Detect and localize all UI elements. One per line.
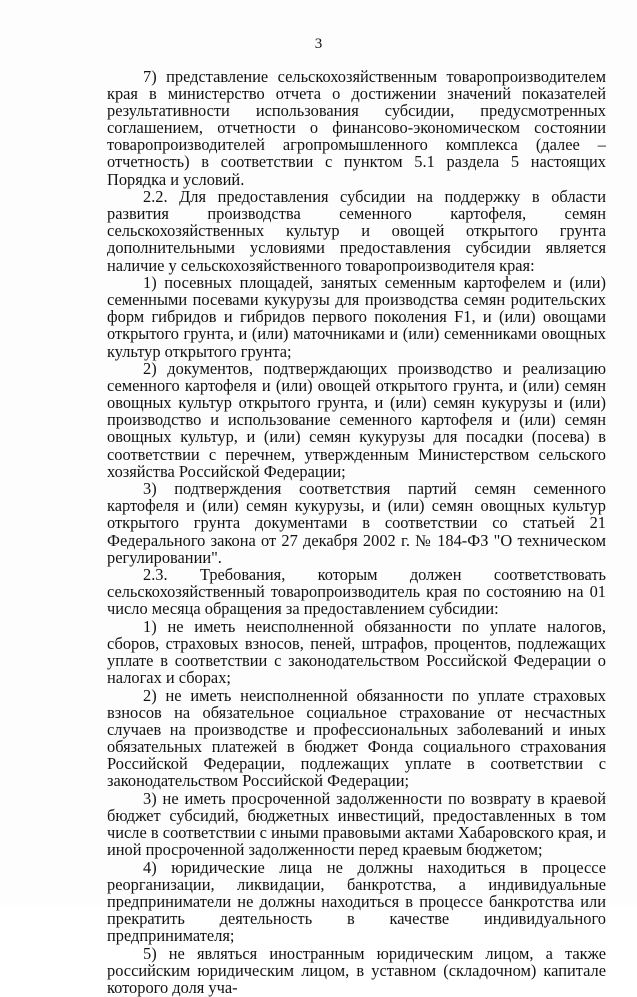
page-number: 3 [314, 36, 323, 52]
paragraph-requirement-4: 4) юридические лица не должны находиться в процессе реорганизации, ликвидации, банкротства, а индивидуальные предприниматели не должны находиться в процессе банкротства или прекратить деятельность в качестве индивидуального предпринимателя; [107, 857, 606, 946]
paragraph-requirement-1: 1) не иметь неисполненной обязанности по уплате налогов, сборов, страховых взносов, пеней, штрафов, процентов, подлежащих уплате в соответствии с законодательством Российской Федерации о налогах и сборах; [107, 617, 606, 688]
paragraph-item-3: 3) подтверждения соответствия партий семян семенного картофеля и (или) семян кукурузы, и (или) семян овощных культур открытого грунта документами в соответствии со статьей 21 Федерального закона от 27 декабря 2002 г. № 184-ФЗ "О техническом регулировании". [107, 479, 606, 567]
paragraph-section-2-3: 2.3. Требования, которым должен соответствовать сельскохозяйственный товаропроизводитель края по состоянию на 01 число месяца обращения за предоставлением субсидии: [107, 565, 606, 619]
paragraph-item-2: 2) документов, подтверждающих производство и реализацию семенного картофеля и (или) овощей открытого грунта, и (или) семян овощных культур открытого грунта, и (или) семян кукурузы и (или) производство и использование семенного картофеля и (или) семян овощных культур, и (или) семян кукурузы для посадки (посева) в соответствии с перечнем, утвержденным Министерством сельского хозяйства Российской Федерации; [107, 359, 606, 481]
paragraph-item-1: 1) посевных площадей, занятых семенным картофелем и (или) семенными посевами кукурузы для производства семян родительских форм гибридов и гибридов первого поколения F1, и (или) овощами открытого грунта, и (или) маточниками и (или) семенниками овощных культур открытого грунта; [107, 273, 606, 361]
document-body [107, 68, 606, 997]
paragraph-requirement-2: 2) не иметь неисполненной обязанности по уплате страховых взносов на обязательное социальное страхование от несчастных случаев на производстве и профессиональных заболеваний и иных обязательных платежей в бюджет Фонда социального страхования Российской Федерации, подлежащих уплате в соответствии с законодательством Российской Федерации; [107, 685, 606, 791]
paragraph-requirement-3: 3) не иметь просроченной задолженности по возврату в краевой бюджет субсидий, бюджетных инвестиций, предоставленных в том числе в соответствии с иными правовыми актами Хабаровского края, и иной просроченной задолженности перед краевым бюджетом; [107, 788, 606, 860]
paragraph-requirement-5: 5) не являться иностранным юридическим лицом, а также российским юридическим лицом, в уставном (складочном) капитале которого доля уча- [107, 943, 606, 997]
paragraph-item-7: 7) представление сельскохозяйственным товаропроизводителем края в министерство отчета о достижении значений показателей результативности использования субсидии, предусмотренных соглашением, отчетности о финансово-экономическом состоянии товаропроизводителей агропромышленного комплекса (далее – отчетность) в соответствии с пунктом 5.1 раздела 5 настоящих Порядка и условий. [107, 67, 606, 189]
paragraph-section-2-2: 2.2. Для предоставления субсидии на поддержку в области развития производства семенного картофеля, семян сельскохозяйственных культур и овощей открытого грунта дополнительными условиями предоставления субсидии является наличие у сельскохозяйственного товаропроизводителя края: [107, 187, 606, 275]
